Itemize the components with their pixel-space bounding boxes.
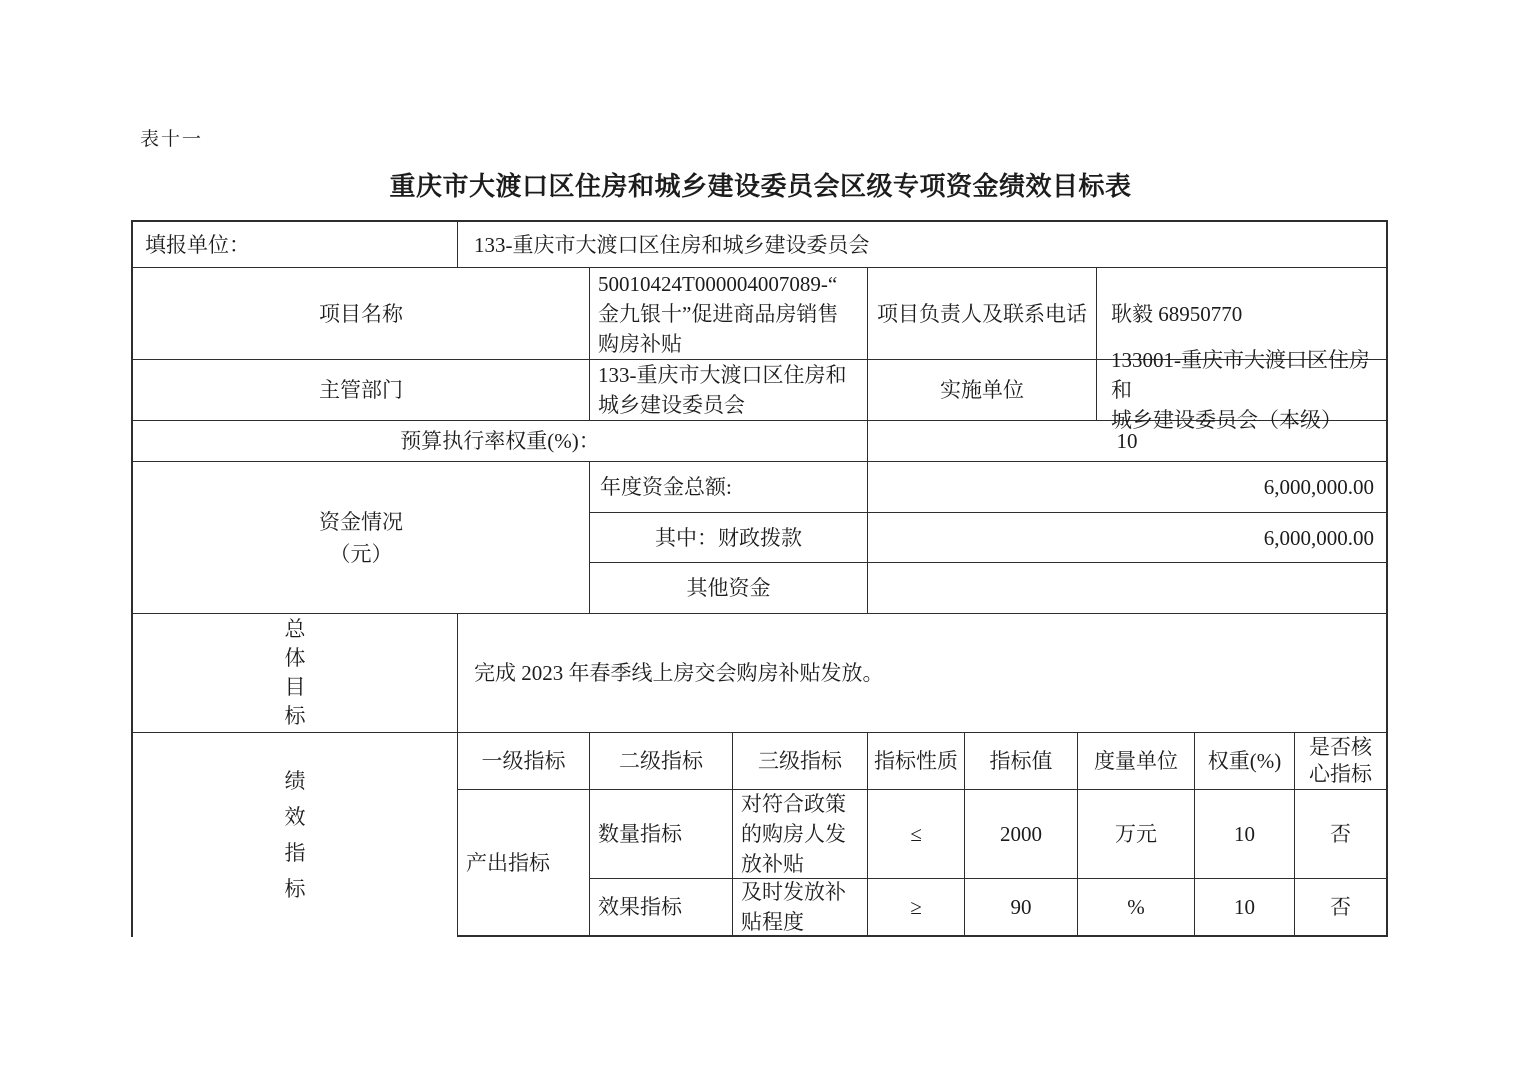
header-unit: 度量单位 [1078,733,1195,790]
implementing-unit-label: 实施单位 [868,360,1097,421]
project-name-value: 50010424T000004007089-“ 金九银十”促进商品房销售 购房补贴 [590,268,868,360]
row2-nature: ≥ [868,879,965,937]
annual-total-label: 年度资金总额: [590,462,868,513]
performance-indicators-label: 绩 效 指 标 [133,733,458,937]
project-manager-label: 项目负责人及联系电话 [868,268,1097,360]
row2-level3: 及时发放补 贴程度 [733,879,868,937]
fiscal-allocation-value: 6,000,000.00 [868,513,1388,563]
overall-goal-content: 完成 2023 年春季线上房交会购房补贴发放。 [458,614,1388,733]
header-nature: 指标性质 [868,733,965,790]
row1-nature: ≤ [868,790,965,879]
budget-weight-value: 10 [868,421,1388,462]
performance-target-table [131,220,1388,937]
header-level1: 一级指标 [458,733,590,790]
page-title: 重庆市大渡口区住房和城乡建设委员会区级专项资金绩效目标表 [389,172,1132,201]
department-value: 133-重庆市大渡口区住房和 城乡建设委员会 [590,360,868,421]
row1-level2: 数量指标 [590,790,733,879]
reporting-unit-label: 填报单位： [133,222,458,268]
row2-value: 90 [965,879,1078,937]
header-value: 指标值 [965,733,1078,790]
row2-core: 否 [1295,879,1388,937]
row1-weight: 10 [1195,790,1295,879]
header-weight: 权重(%) [1195,733,1295,790]
table-tag: 表十一 [140,129,204,150]
other-funds-value [868,563,1388,614]
row2-unit: % [1078,879,1195,937]
row2-weight: 10 [1195,879,1295,937]
implementing-unit-value: 133001-重庆市大渡口区住房和 城乡建设委员会（本级） [1097,360,1388,421]
row2-level2: 效果指标 [590,879,733,937]
annual-total-value: 6,000,000.00 [868,462,1388,513]
overall-goal-label: 总 体 目 标 [133,614,458,733]
row1-core: 否 [1295,790,1388,879]
row1-unit: 万元 [1078,790,1195,879]
row1-value: 2000 [965,790,1078,879]
fiscal-allocation-label: 其中：财政拨款 [590,513,868,563]
budget-weight-label: 预算执行率权重(%)： [133,421,868,462]
row1-level3: 对符合政策 的购房人发 放补贴 [733,790,868,879]
header-level2: 二级指标 [590,733,733,790]
project-name-label: 项目名称 [133,268,590,360]
department-label: 主管部门 [133,360,590,421]
header-level3: 三级指标 [733,733,868,790]
reporting-unit-value: 133-重庆市大渡口区住房和城乡建设委员会 [458,222,1388,268]
other-funds-label: 其他资金 [590,563,868,614]
level1-group-cell: 产出指标 [458,790,590,937]
funding-label: 资金情况 （元） [133,462,590,614]
project-manager-value: 耿毅 68950770 [1097,268,1388,360]
header-core: 是否核 心指标 [1295,733,1388,790]
